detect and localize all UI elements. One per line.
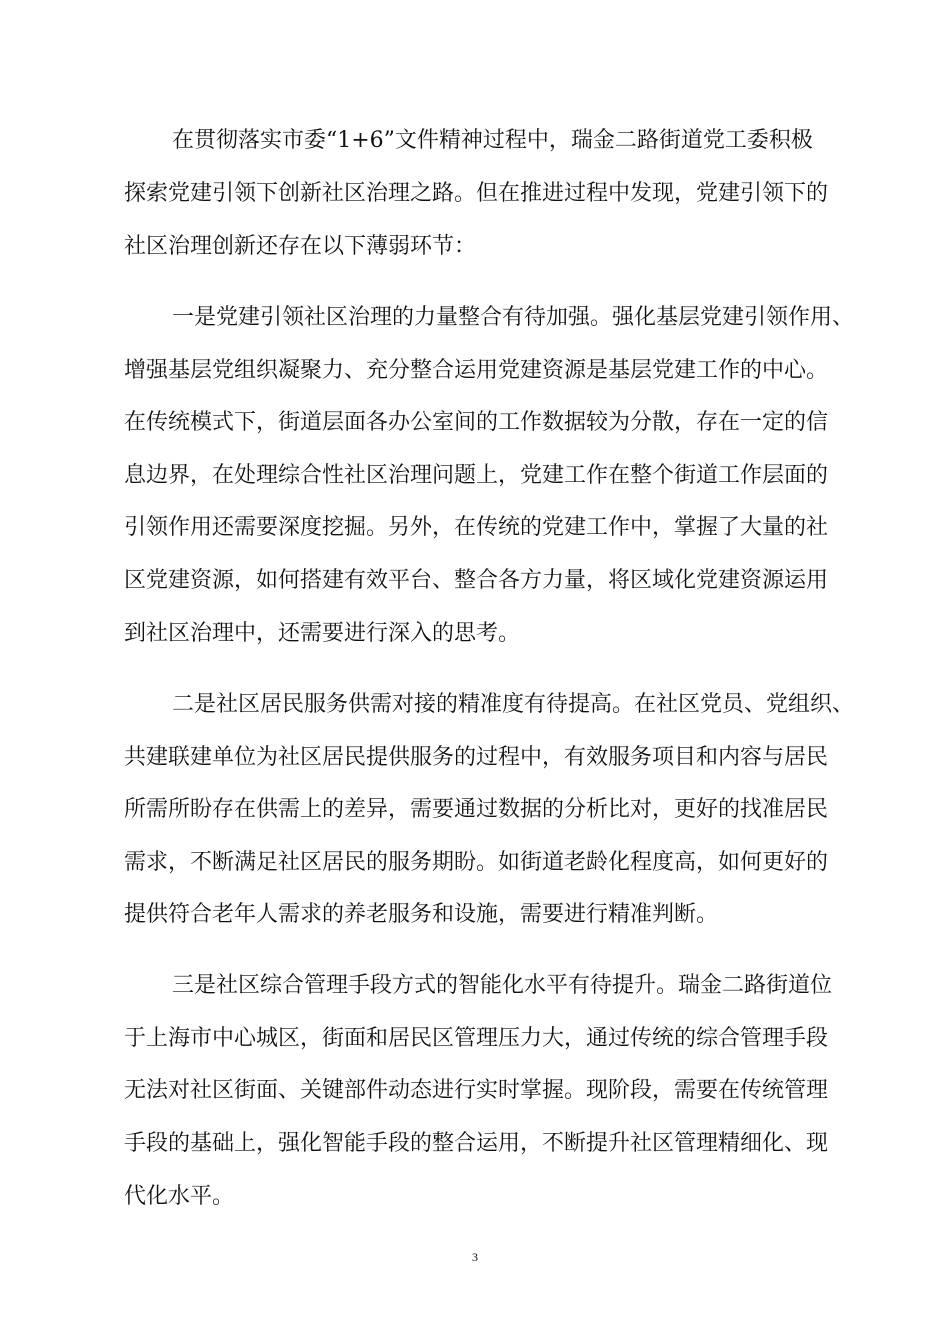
paragraph-4-line-4: 手段的基础上，强化智能手段的整合运用，不断提升社区管理精细化、现 (124, 1131, 829, 1156)
paragraph-2-line-6: 区党建资源，如何搭建有效平台、整合各方力量，将区域化党建资源运用 (124, 568, 829, 593)
paragraph-3-line-4: 需求，不断满足社区居民的服务期盼。如街道老龄化程度高，如何更好的 (124, 850, 829, 875)
paragraph-1-line-2: 探索党建引领下创新社区治理之路。但在推进过程中发现，党建引领下的 (124, 181, 829, 206)
paragraph-2-line-1: 一是党建引领社区治理的力量整合有待加强。强化基层党建引领作用、 (172, 305, 855, 330)
paragraph-3-line-2: 共建联建单位为社区居民提供服务的过程中，有效服务项目和内容与居民 (124, 745, 829, 770)
paragraph-1-line-1: 在贯彻落实市委“1+6”文件精神过程中，瑞金二路街道党工委积极 (172, 128, 813, 153)
paragraph-2-line-4: 息边界，在处理综合性社区治理问题上，党建工作在整个街道工作层面的 (124, 463, 829, 488)
paragraph-4-line-5: 代化水平。 (124, 1184, 235, 1209)
paragraph-3-line-3: 所需所盼存在供需上的差异，需要通过数据的分析比对，更好的找准居民 (124, 797, 829, 822)
paragraph-3-line-5: 提供符合老年人需求的养老服务和设施，需要进行精准判断。 (124, 902, 719, 927)
paragraph-2-line-5: 引领作用还需要深度挖掘。另外，在传统的党建工作中，掌握了大量的社 (124, 515, 829, 540)
paragraph-2-line-3: 在传统模式下，街道层面各办公室间的工作数据较为分散，存在一定的信 (124, 410, 829, 435)
page-number: 3 (472, 1250, 478, 1264)
paragraph-2-line-2: 增强基层党组织凝聚力、充分整合运用党建资源是基层党建工作的中心。 (124, 358, 829, 383)
paragraph-1-line-3: 社区治理创新还存在以下薄弱环节： (124, 234, 477, 259)
paragraph-2-line-7: 到社区治理中，还需要进行深入的思考。 (124, 621, 521, 646)
paragraph-4-line-2: 于上海市中心城区，街面和居民区管理压力大，通过传统的综合管理手段 (124, 1026, 829, 1051)
paragraph-4-line-3: 无法对社区街面、关键部件动态进行实时掌握。现阶段，需要在传统管理 (124, 1078, 829, 1103)
paragraph-3-line-1: 二是社区居民服务供需对接的精准度有待提高。在社区党员、党组织、 (172, 692, 855, 717)
paragraph-4-line-1: 三是社区综合管理手段方式的智能化水平有待提升。瑞金二路街道位 (172, 973, 833, 998)
